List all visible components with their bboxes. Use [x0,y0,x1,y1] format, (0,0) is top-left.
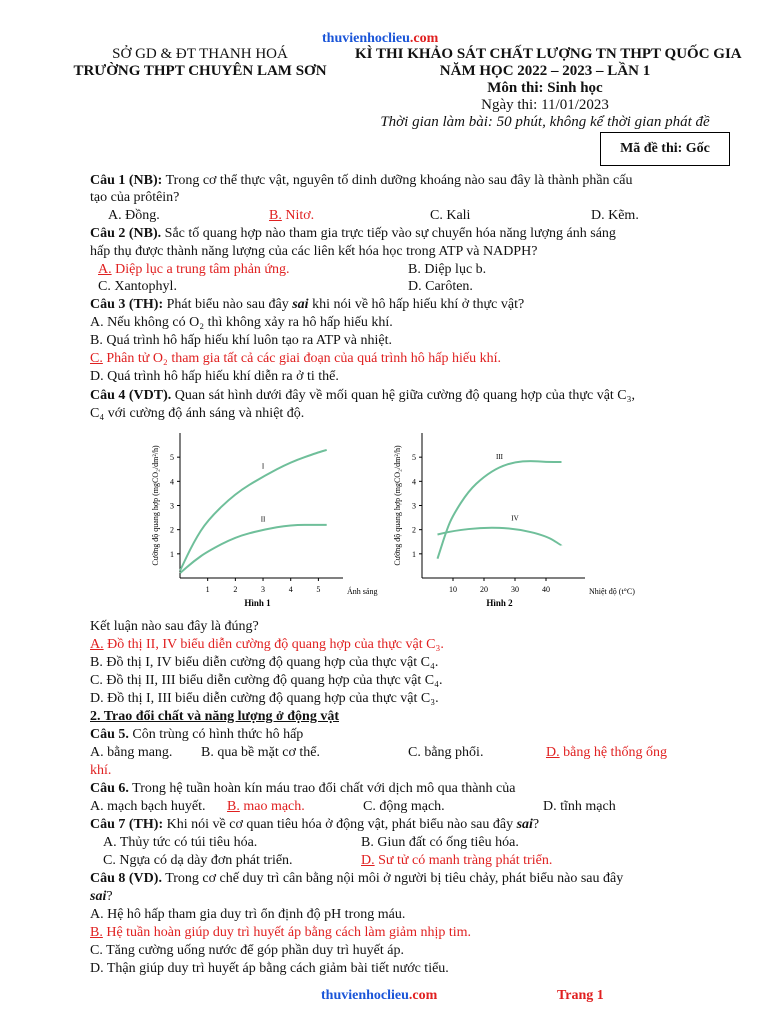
q2-option-a-answer: A. Diệp lục a trung tâm phản ứng. [98,262,290,277]
x-tick-label: 10 [449,585,457,594]
site-name-footer[interactable]: thuvienhoclieu.com [321,988,438,1003]
series-line-IV [438,528,562,546]
q8-stem: Câu 8 (VD). Trong cơ chế duy trì cân bằng nội môi ở người bị tiêu chảy, phát biểu nào sau đây [90,871,624,886]
q6-option-b-answer: B. mao mạch. [227,799,305,814]
section-heading: 2. Trao đổi chất và năng lượng ở động vật [90,709,339,724]
q1-option-a: A. Đồng. [108,208,160,223]
series-label-III: III [496,452,503,461]
q5-option-a: A. bằng mang. [90,745,173,760]
series-label-IV: IV [511,514,519,523]
x-tick-label: 4 [288,585,293,594]
x-tick-label: 40 [542,585,550,594]
q8-stem-cont: sai? [90,889,113,904]
q1-option-d: D. Kẽm. [591,208,639,223]
q8-option-b-answer: B. Hệ tuần hoàn giúp duy trì huyết áp bằng cách làm giảm nhịp tim. [90,925,472,940]
chart-title: Hình 1 [244,598,271,608]
q5-option-c: C. bằng phổi. [408,745,484,760]
subject: Môn thi: Sinh học [487,80,603,96]
q4-option-c: C. Đồ thị II, III biểu diễn cường độ quang hợp của thực vật C₄. [90,673,443,688]
series-line-III [438,461,562,559]
q4-option-a-answer: A. Đồ thị II, IV biểu diễn cường độ quang hợp của thực vật C₃. [90,637,444,652]
q3-option-b: B. Quá trình hô hấp hiếu khí luôn tạo ra ATP và nhiệt. [90,333,392,348]
q4-option-b: B. Đồ thị I, IV biểu diễn cường độ quang hợp của thực vật C₄. [90,655,439,670]
q7-stem: Câu 7 (TH): Khi nói về cơ quan tiêu hóa ở động vật, phát biểu nào sau đây sai? [90,817,540,832]
x-axis-label: Nhiệt độ (t°C) [589,587,635,596]
q2-option-c: C. Xantophyl. [98,279,177,294]
q2-stem: Câu 2 (NB). Sắc tố quang hợp nào tham gia trực tiếp vào sự chuyển hóa năng lượng ánh sáng [90,226,616,241]
q6-option-d: D. tĩnh mạch [543,799,616,814]
q2-option-b: B. Diệp lục b. [408,262,487,277]
q4-stem-cont: C₄ với cường độ ánh sáng và nhiệt độ. [90,406,305,421]
q5-option-d-cont: khí. [90,763,112,778]
series-line-II [180,525,327,573]
q1-stem-cont: tạo của prôtêin? [90,190,180,205]
q1-stem: Câu 1 (NB): Trong cơ thể thực vật, nguyên tố dinh dưỡng khoáng nào sau đây là thành phần cấu [90,173,633,188]
q6-option-a: A. mạch bạch huyết. [90,799,206,814]
x-tick-label: 2 [233,585,238,594]
q7-option-c: C. Ngựa có dạ dày đơn phát triển. [103,853,293,868]
series-label-II: II [260,515,266,524]
y-tick-label: 3 [412,501,416,511]
q8-option-d: D. Thận giúp duy trì huyết áp bằng cách giảm bài tiết nước tiểu. [90,961,449,976]
chart-title: Hình 2 [486,598,513,608]
x-tick-label: 20 [480,585,488,594]
exam-duration: Thời gian làm bài: 50 phút, không kể thời gian phát đề [380,114,710,130]
x-tick-label: 5 [316,585,321,594]
y-tick-label: 4 [412,477,416,487]
q4-stem: Câu 4 (VDT). Quan sát hình dưới đây về mối quan hệ giữa cường độ quang hợp của thực vật C₃, [90,388,636,403]
x-tick-label: 1 [205,585,210,594]
y-tick-label: 4 [170,477,174,487]
q1-option-c: C. Kali [430,208,471,223]
q3-option-c-answer: C. Phân tử O₂ tham gia tất cả các giai đoạn của quá trình hô hấp hiếu khí. [90,351,501,366]
exam-date: Ngày thi: 11/01/2023 [481,97,609,113]
q7-option-a: A. Thủy tức có túi tiêu hóa. [103,835,258,850]
q4-option-d: D. Đồ thị I, III biểu diễn cường độ quang hợp của thực vật C₃. [90,691,439,706]
q5-option-b: B. qua bề mặt cơ thể. [201,745,320,760]
y-axis-label: Cường độ quang hợp (mgCO₂/dm²/h) [151,445,160,566]
x-axis-label: Ánh sáng [347,587,378,596]
q2-stem-cont: hấp thụ được thành năng lượng của các liên kết hóa học trong ATP và NADPH? [90,244,538,259]
q6-option-c: C. động mạch. [363,799,445,814]
y-tick-label: 1 [170,549,174,559]
school-year: NĂM HỌC 2022 – 2023 – LẦN 1 [439,63,651,79]
chart-hinh-1 [140,425,380,615]
exam-code-box: Mã đề thi: Gốc [600,132,730,166]
q5-stem: Câu 5. Côn trùng có hình thức hô hấp [90,727,304,742]
q8-option-a: A. Hệ hô hấp tham gia duy trì ổn định độ pH trong máu. [90,907,406,922]
q7-option-d-answer: D. Sư tử có manh tràng phát triển. [361,853,553,868]
q4-question: Kết luận nào sau đây là đúng? [90,619,259,634]
q8-option-c: C. Tăng cường uống nước để góp phần duy trì huyết áp. [90,943,404,958]
q3-stem: Câu 3 (TH): Phát biểu nào sau đây sai khi nói về hô hấp hiếu khí ở thực vật? [90,297,525,312]
page-number: Trang 1 [557,988,604,1003]
y-tick-label: 2 [412,525,416,535]
site-name-top[interactable]: thuvienhoclieu.com [322,31,439,46]
q5-option-d-answer: D. bằng hệ thống ống [546,745,667,760]
chart-hinh-2 [382,425,635,615]
q7-option-b: B. Giun đất có ống tiêu hóa. [361,835,519,850]
q3-option-a: A. Nếu không có O₂ thì không xảy ra hô hấp hiếu khí. [90,315,393,330]
y-tick-label: 2 [170,525,174,535]
series-line-I [180,450,327,571]
y-axis-label: Cường độ quang hợp (mgCO₂/dm²/h) [393,445,402,566]
school-name: TRƯỜNG THPT CHUYÊN LAM SƠN [73,63,327,79]
department-name: SỞ GD & ĐT THANH HOÁ [112,46,288,62]
x-tick-label: 30 [511,585,519,594]
y-tick-label: 5 [170,453,174,463]
y-tick-label: 1 [412,549,416,559]
exam-title: KÌ THI KHẢO SÁT CHẤT LƯỢNG TN THPT QUỐC GIA [355,46,742,62]
q6-stem: Câu 6. Trong hệ tuần hoàn kín máu trao đổi chất với dịch mô qua thành của [90,781,516,796]
q3-option-d: D. Quá trình hô hấp hiếu khí diễn ra ở ti thể. [90,369,339,384]
y-tick-label: 3 [170,501,174,511]
series-label-I: I [261,462,265,471]
q2-option-d: D. Carôten. [408,279,473,294]
q1-option-b-answer: B. Nitơ. [269,208,315,223]
y-tick-label: 5 [412,453,416,463]
x-tick-label: 3 [261,585,266,594]
